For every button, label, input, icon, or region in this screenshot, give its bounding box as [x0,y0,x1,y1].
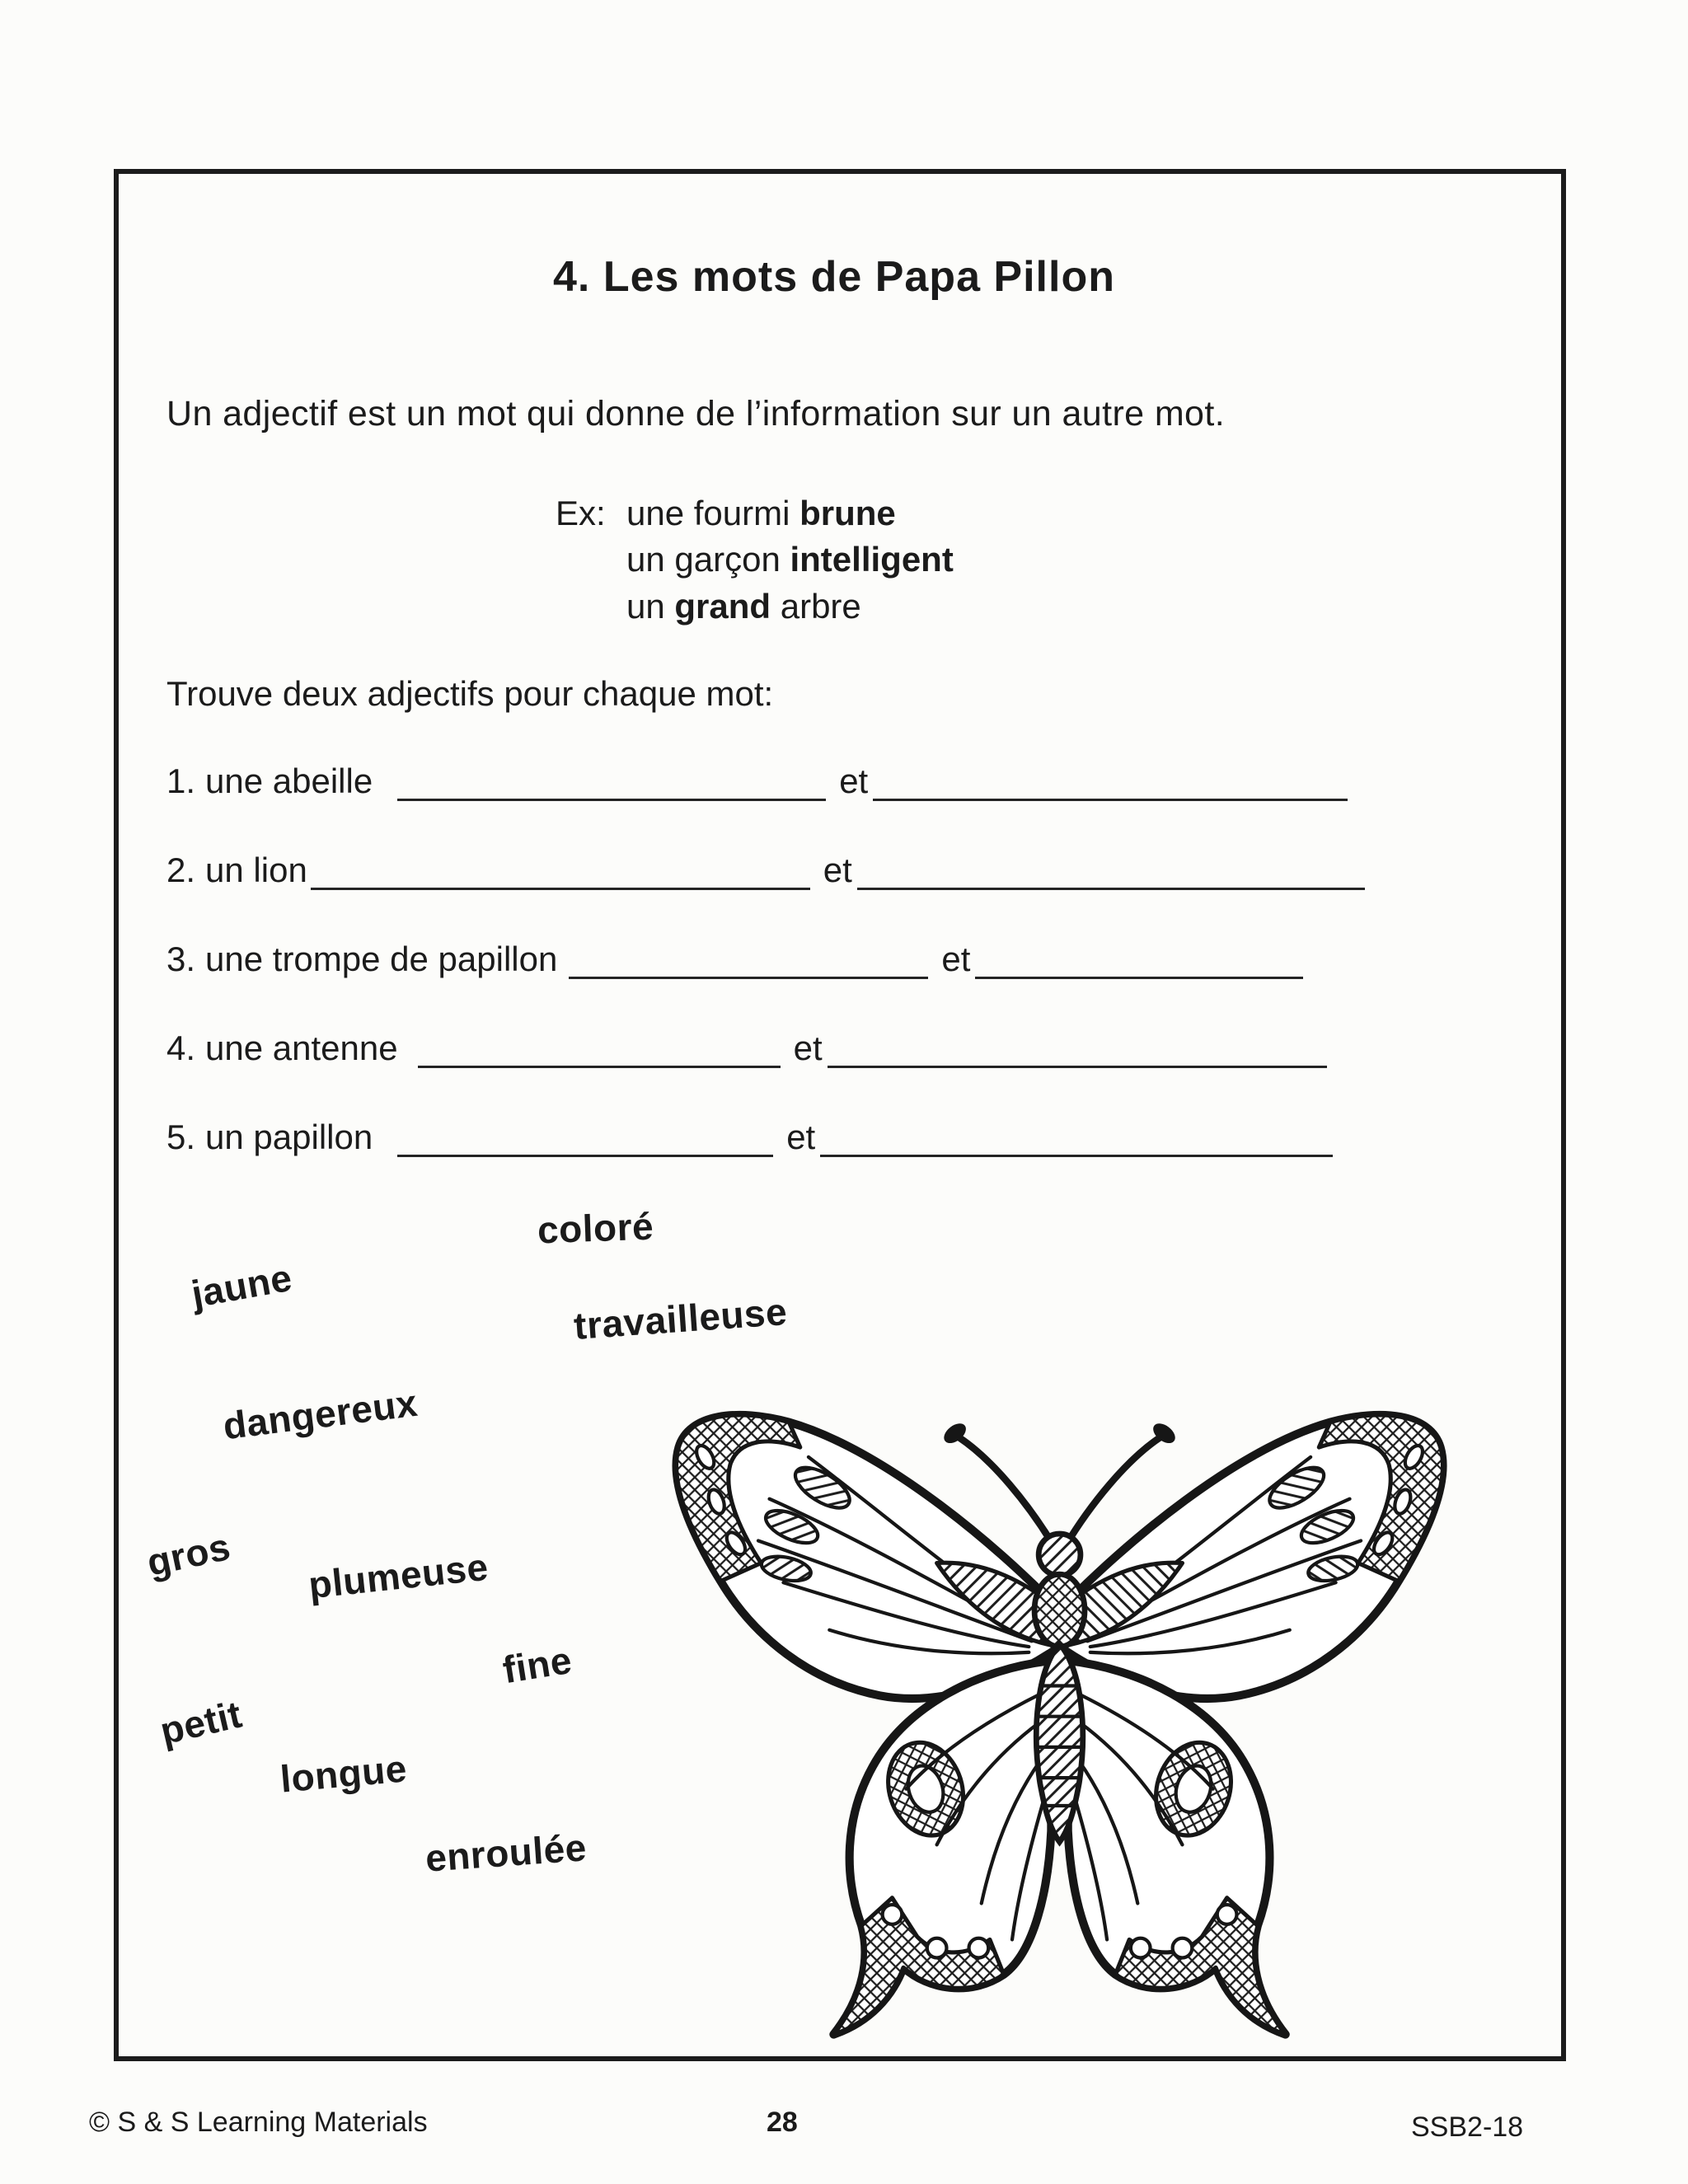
word-bank-longue: longue [279,1746,409,1801]
example-line [556,490,1502,537]
exercise-list [166,755,1502,1157]
item-label: une antenne [205,1028,398,1067]
item-number: 3. [166,939,196,978]
butterfly-body [1034,1534,1085,1842]
item-label: une trompe de papillon [205,939,558,978]
instruction-text: Trouve deux adjectifs pour chaque mot: [166,673,774,713]
item-label: un papillon [205,1117,373,1156]
exercise-row-2 [166,844,1502,890]
connector-word: et [839,761,869,800]
answer-blank [397,789,826,801]
word-bank-dangereux: dangereux [220,1380,420,1448]
exercise-row-5 [166,1111,1502,1157]
example-label-spacer [556,537,626,583]
copyright-text: © S & S Learning Materials [89,2107,428,2138]
example-label-spacer [556,583,626,630]
word-bank-travailleuse: travailleuse [572,1290,789,1347]
connector-word: et [823,850,852,889]
worksheet-content [119,174,1561,1157]
word-bank-colore: coloré [537,1204,654,1252]
worksheet-frame [114,169,1566,2061]
butterfly-illustration [613,1371,1520,2096]
connector-word: et [786,1117,816,1156]
answer-blank [569,967,928,979]
answer-blank [873,789,1348,801]
answer-blank [397,1145,773,1157]
page-title: 4. Les mots de Papa Pillon [553,253,1115,301]
example-line [556,537,1502,583]
item-label: une abeille [205,761,373,800]
exercise-row-3 [166,933,1502,979]
word-bank-jaune: jaune [188,1255,296,1316]
connector-word: et [941,939,971,978]
item-number: 5. [166,1117,196,1156]
answer-blank [857,878,1365,890]
word-bank-petit: petit [156,1692,246,1753]
answer-blank [311,878,810,890]
example-line [556,583,1502,630]
item-number: 2. [166,850,196,889]
exercise-row-4 [166,1022,1502,1068]
answer-blank [975,967,1303,979]
page-number: 28 [767,2107,798,2138]
answer-blank [418,1056,781,1068]
answer-blank [820,1145,1333,1157]
word-bank-fine: fine [499,1638,575,1692]
answer-blank [828,1056,1327,1068]
example-block [556,490,1502,630]
connector-word: et [793,1028,823,1067]
item-number: 4. [166,1028,196,1067]
exercise-row-1 [166,755,1502,801]
item-label: un lion [205,850,307,889]
word-bank-enroulee: enroulée [424,1825,588,1880]
word-bank-plumeuse: plumeuse [306,1544,490,1607]
item-number: 1. [166,761,196,800]
word-bank-gros: gros [143,1524,234,1585]
example-text: un garçon intelligent [626,540,954,579]
example-text: un grand arbre [626,586,861,626]
intro-text: Un adjectif est un mot qui donne de l’information sur un autre mot. [166,394,1226,434]
example-text: une fourmi brune [626,494,896,532]
document-code: SSB2-18 [1411,2111,1524,2143]
example-label: Ex: [556,494,606,532]
